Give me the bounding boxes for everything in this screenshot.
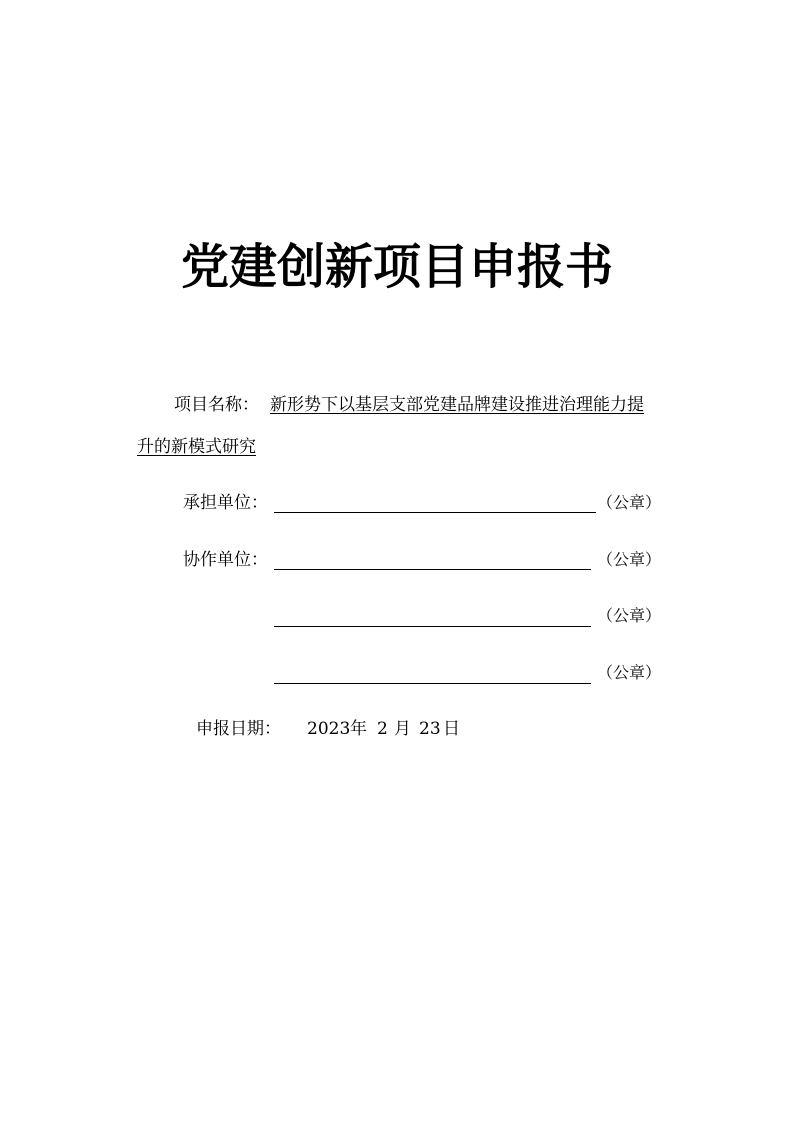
page-title: 党建创新项目申报书 <box>180 239 613 295</box>
date-year: 2023 <box>307 719 351 739</box>
date-month: 2 <box>377 719 388 739</box>
undertaking-unit-label: 承担单位： <box>183 493 268 513</box>
date-month-unit: 月 <box>394 719 411 739</box>
application-date-label: 申报日期： <box>196 719 281 739</box>
project-name-line1: 新形势下以基层支部党建品牌建设推进治理能力提 <box>270 395 644 415</box>
undertaking-unit-line <box>274 512 596 513</box>
undertaking-unit-seal: （公章） <box>597 493 662 512</box>
collab-unit-line-1 <box>274 569 591 570</box>
collab-unit-label: 协作单位： <box>183 550 268 570</box>
date-day-unit: 日 <box>443 719 460 739</box>
collab-unit-line-2 <box>274 626 591 627</box>
collab-unit-seal-3: （公章） <box>597 663 662 682</box>
project-name-line2: 升的新模式研究 <box>137 437 256 457</box>
date-day: 23 <box>419 719 441 739</box>
collab-unit-seal-1: （公章） <box>597 550 662 569</box>
collab-unit-line-3 <box>274 683 591 684</box>
project-name-label: 项目名称： <box>174 395 259 415</box>
collab-unit-seal-2: （公章） <box>597 606 662 625</box>
date-year-unit: 年 <box>350 719 367 739</box>
